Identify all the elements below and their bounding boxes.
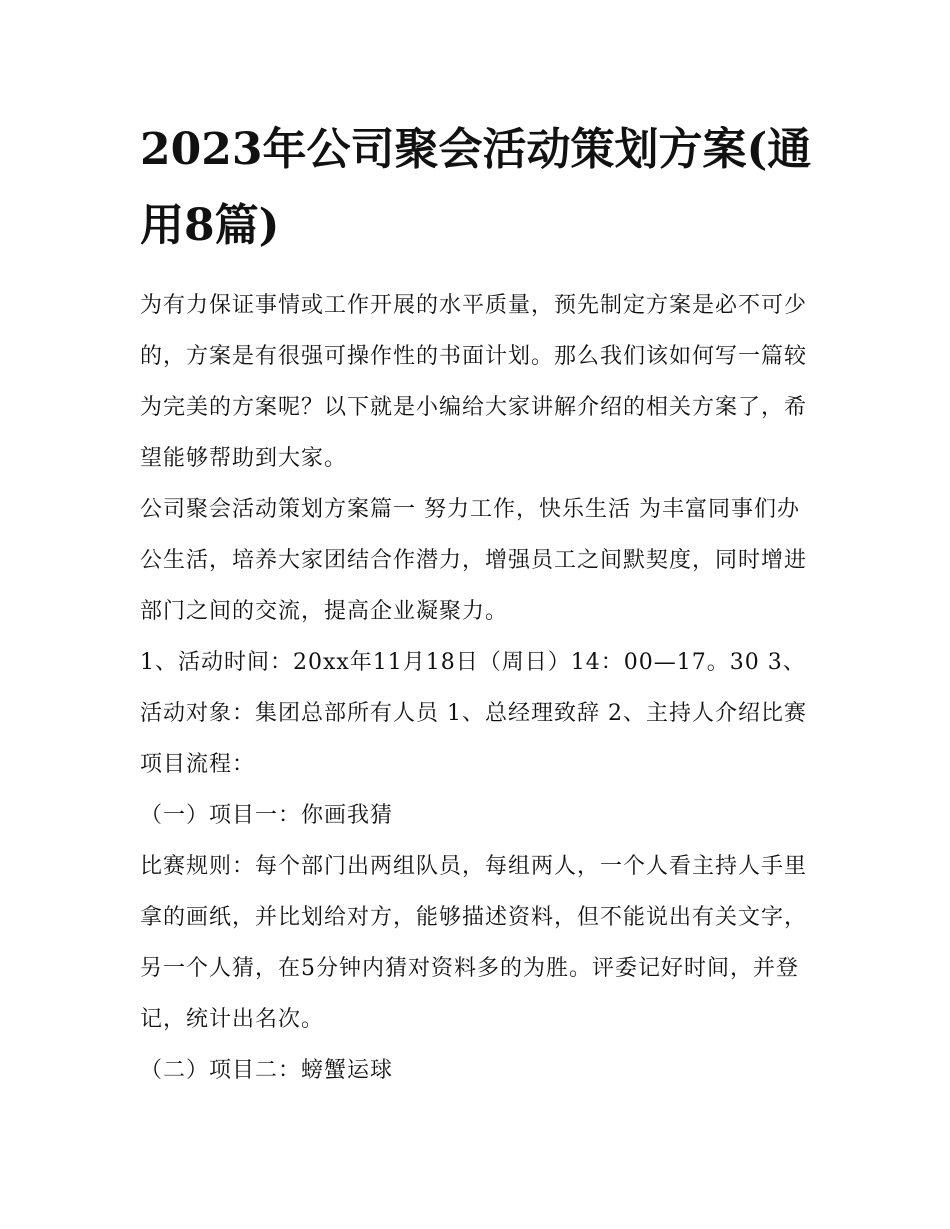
document-title: 2023年公司聚会活动策划方案(通用8篇)	[140, 124, 812, 251]
rules-paragraph: 比赛规则：每个部门出两组队员，每组两人，一个人看主持人手里拿的画纸，并比划给对方，能够描述资料，但不能说出有关文字，另一个人猜，在5分钟内猜对资料多的为胜。评委记好时间，并登记，统计出名次。	[140, 854, 808, 1032]
document-body	[140, 280, 820, 1096]
intro-paragraph: 为有力保证事情或工作开展的水平质量，预先制定方案是必不可少的，方案是有很强可操作性的书面计划。那么我们该如何写一篇较为完美的方案呢？以下就是小编给大家讲解介绍的相关方案了，希望能够帮助到大家。	[140, 293, 808, 471]
project-one-heading: （一）项目一：你画我猜	[140, 803, 394, 828]
project-two-heading: （二）项目二：螃蟹运球	[140, 1058, 394, 1083]
section-intro-paragraph: 公司聚会活动策划方案篇一 努力工作，快乐生活 为丰富同事们办公生活，培养大家团结合作潜力，增强员工之间默契度，同时增进部门之间的交流，提高企业凝聚力。	[140, 497, 808, 624]
activity-details-paragraph: 1、活动时间：20xx年11月18日（周日）14：00—17。30 3、活动对象：集团总部所有人员 1、总经理致辞 2、主持人介绍比赛项目流程：	[140, 650, 807, 777]
